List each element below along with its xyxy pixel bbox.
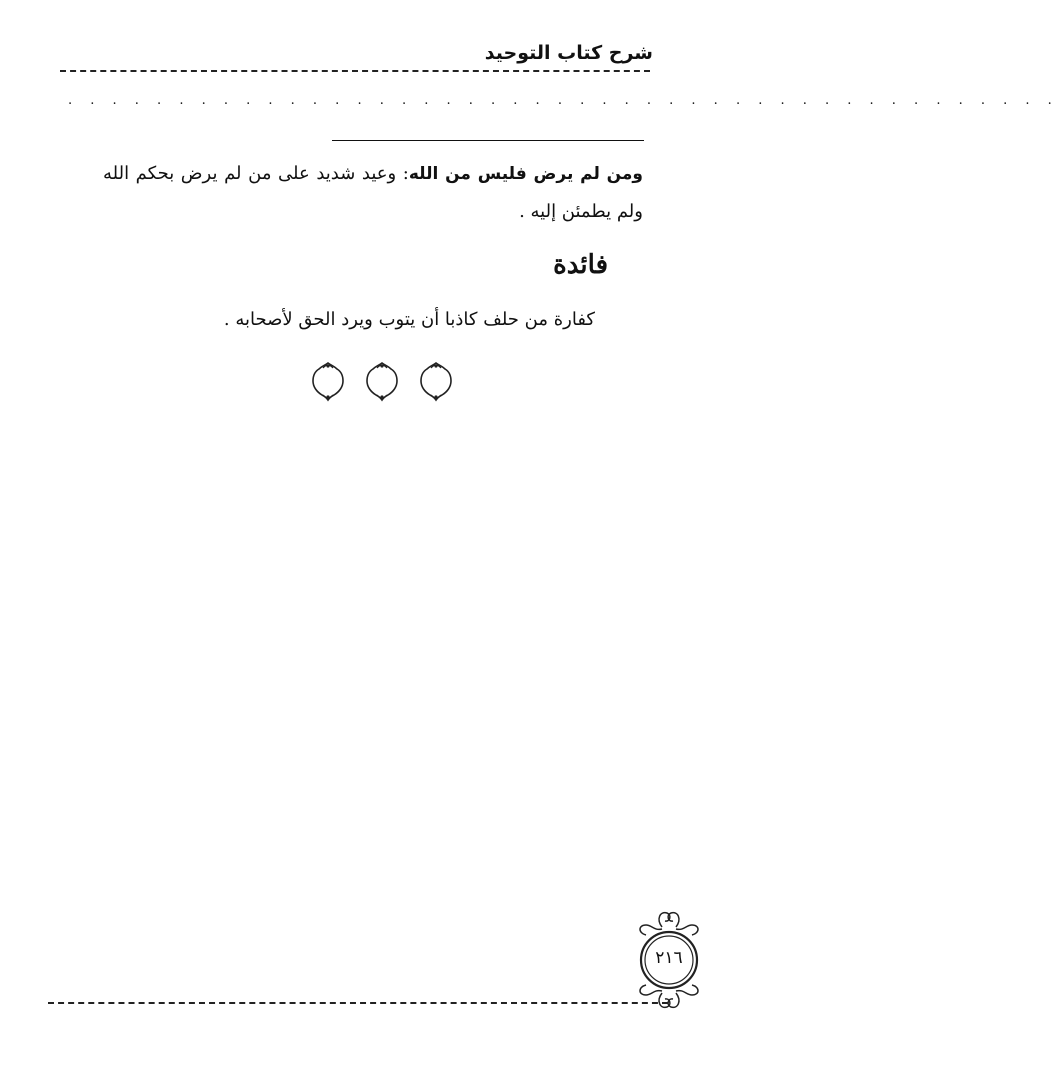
phrase-separator: : xyxy=(396,163,409,184)
header-divider xyxy=(60,70,650,72)
ornament-icon xyxy=(308,360,348,402)
paragraph-benefit: كفارة من حلف كاذبا أن يتوب ويرد الحق لأصحابه . xyxy=(223,309,595,330)
section-divider xyxy=(332,140,644,141)
explanation-text: وعيد شديد على من لم يرض بحكم الله ولم يطمئن إليه . xyxy=(103,163,643,222)
ornament-icon xyxy=(362,360,402,402)
subheading-benefit: فائدة xyxy=(553,250,608,280)
footer-divider xyxy=(48,1002,668,1004)
ornament-icon xyxy=(416,360,456,402)
section-end-ornaments xyxy=(308,360,456,402)
leader-dots: . . . . . . . . . . . . . . . . . . . . . . . . . . . . . . . . . . . . . . . . . . . . . xyxy=(68,93,1059,108)
quoted-phrase: ومن لم يرض فليس من الله xyxy=(408,164,643,184)
page-number: ٢١٦ xyxy=(655,948,683,968)
running-header-title: شرح كتاب التوحيد xyxy=(484,42,653,64)
paragraph-main xyxy=(103,155,643,231)
